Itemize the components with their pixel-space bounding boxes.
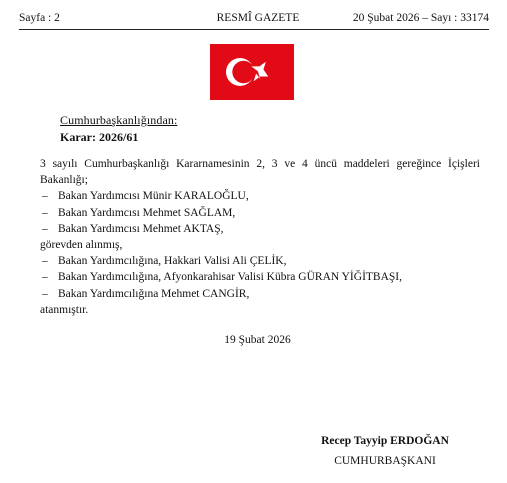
list-item-text: Bakan Yardımcısı Mehmet AKTAŞ, <box>58 222 224 235</box>
dash-marker: – <box>42 271 48 284</box>
intro-line-2: Bakanlığı; <box>40 174 88 187</box>
issue-info: 20 Şubat 2026 – Sayı : 33174 <box>352 12 489 24</box>
dash-marker: – <box>42 206 48 219</box>
appointed-closing: atanmıştır. <box>40 303 89 316</box>
dismissed-list <box>40 188 480 237</box>
list-item <box>40 221 480 237</box>
signatory-name: Recep Tayyip ERDOĞAN <box>321 435 449 447</box>
appointed-list <box>40 253 480 302</box>
list-item <box>40 188 480 204</box>
decree-issuer: Cumhurbaşkanlığından: <box>60 113 178 127</box>
turkish-flag-icon <box>210 44 294 100</box>
dash-marker: – <box>42 222 48 235</box>
list-item-text: Bakan Yardımcısı Mehmet SAĞLAM, <box>58 206 236 219</box>
decision-number: Karar: 2026/61 <box>60 130 139 144</box>
intro-line-1: 3 sayılı Cumhurbaşkanlığı Kararnamesinin 2, 3 ve 4 üncü maddeleri gereğince İçişleri <box>40 158 480 170</box>
list-item-text: Bakan Yardımcılığına Mehmet CANGİR, <box>58 287 250 300</box>
page-header <box>19 10 489 28</box>
list-item <box>40 286 480 302</box>
list-item-text: Bakan Yardımcılığına, Hakkari Valisi Ali ÇELİK, <box>58 255 287 268</box>
decree-body <box>40 156 480 318</box>
page-number: Sayfa : 2 <box>19 12 60 24</box>
dismissed-closing: görevden alınmış, <box>40 239 123 252</box>
signature-block <box>300 431 470 471</box>
decree-intro <box>40 156 480 188</box>
dash-marker: – <box>42 255 48 268</box>
decree-heading <box>60 113 177 145</box>
list-item-text: Bakan Yardımcısı Münir KARALOĞLU, <box>58 190 249 203</box>
flag-crescent-inner <box>232 61 254 83</box>
dash-marker: – <box>42 287 48 300</box>
publication-title: RESMÎ GAZETE <box>216 12 300 24</box>
signatory-title: CUMHURBAŞKANI <box>334 455 436 467</box>
list-item <box>40 269 480 285</box>
list-item <box>40 205 480 221</box>
decree-date: 19 Şubat 2026 <box>224 334 291 346</box>
dash-marker: – <box>42 190 48 203</box>
header-divider <box>19 29 489 30</box>
list-item-text: Bakan Yardımcılığına, Afyonkarahisar Valisi Kübra GÜRAN YİĞİTBAŞI, <box>58 271 402 284</box>
list-item <box>40 253 480 269</box>
